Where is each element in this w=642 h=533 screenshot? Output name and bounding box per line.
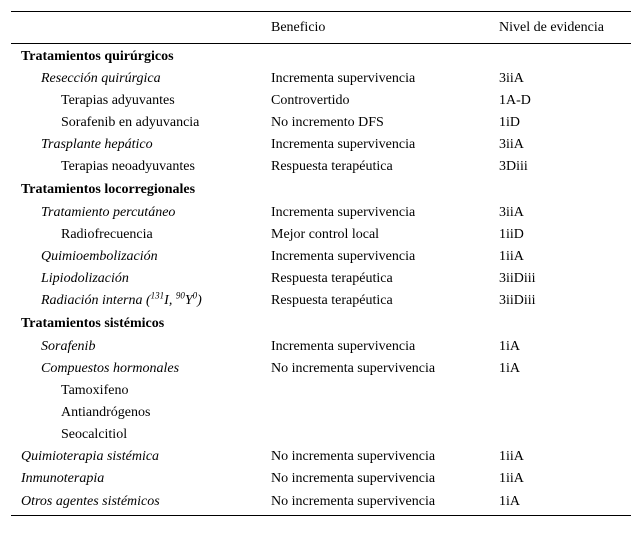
row-label: Seocalcitiol xyxy=(61,426,128,442)
table-header xyxy=(11,12,631,44)
table-row xyxy=(11,380,631,402)
superscript-90: 90 xyxy=(175,289,185,300)
section-title: Tratamientos locorregionales xyxy=(21,181,196,197)
cell-beneficio: Respuesta terapéutica xyxy=(271,158,393,174)
row-label: Antiandrógenos xyxy=(61,404,151,420)
cell-nivel xyxy=(499,424,631,446)
row-label: Tratamiento percutáneo xyxy=(41,204,176,220)
label-part: Radiación interna ( xyxy=(41,292,151,308)
row-label: Trasplante hepático xyxy=(41,136,153,152)
header-beneficio: Beneficio xyxy=(271,12,499,44)
cell-beneficio: Respuesta terapéutica xyxy=(271,292,393,308)
row-label: Tamoxifeno xyxy=(61,382,129,398)
cell-beneficio: No incrementa supervivencia xyxy=(271,448,436,464)
cell-beneficio xyxy=(271,424,499,446)
table-row xyxy=(11,358,631,380)
cell-beneficio xyxy=(271,380,499,402)
table-row xyxy=(11,402,631,424)
cell-beneficio xyxy=(271,312,499,336)
cell-nivel: 3Diii xyxy=(499,158,528,174)
table-row xyxy=(11,336,631,358)
row-label: Sorafenib xyxy=(41,338,96,354)
cell-nivel: 3iiA xyxy=(499,136,524,152)
table-row xyxy=(11,246,631,268)
label-part: I, xyxy=(164,292,176,308)
cell-beneficio: No incremento DFS xyxy=(271,114,384,130)
cell-beneficio xyxy=(271,178,499,202)
cell-nivel: 1iiA xyxy=(499,448,524,464)
cell-beneficio: Mejor control local xyxy=(271,226,380,242)
cell-nivel: 1iA xyxy=(499,338,520,354)
row-label: Otros agentes sistémicos xyxy=(11,490,271,516)
row-label: Resección quirúrgica xyxy=(41,70,161,86)
row-label: Sorafenib en adyuvancia xyxy=(61,114,200,130)
cell-nivel xyxy=(499,312,631,336)
row-label: Lipiodolización xyxy=(41,270,129,286)
row-label: Radiofrecuencia xyxy=(61,226,153,242)
table-row xyxy=(11,156,631,178)
cell-nivel: 3iiDiii xyxy=(499,292,536,308)
table-row xyxy=(11,134,631,156)
table-row xyxy=(11,112,631,134)
table-row xyxy=(11,490,631,516)
cell-nivel: 1A-D xyxy=(499,92,531,108)
cell-beneficio: Incrementa supervivencia xyxy=(271,248,416,264)
cell-beneficio: No incrementa supervivencia xyxy=(271,360,436,376)
cell-beneficio: Respuesta terapéutica xyxy=(271,270,393,286)
cell-nivel: 3iiDiii xyxy=(499,270,536,286)
cell-nivel xyxy=(499,44,631,68)
superscript-0: 0 xyxy=(192,289,198,300)
cell-nivel: 1iiA xyxy=(499,248,524,264)
section-title: Tratamientos quirúrgicos xyxy=(21,48,174,64)
row-label: Inmunoterapia xyxy=(21,470,105,486)
table-row xyxy=(11,90,631,112)
cell-nivel xyxy=(499,380,631,402)
row-label: Terapias adyuvantes xyxy=(61,92,175,108)
table-row xyxy=(11,446,631,468)
header-nivel: Nivel de evidencia xyxy=(499,12,631,44)
row-label-radiation xyxy=(11,290,271,312)
row-label: Quimioembolización xyxy=(41,248,158,264)
cell-nivel: 1iiD xyxy=(499,226,524,242)
cell-nivel: 1iA xyxy=(499,490,631,516)
cell-nivel: 1iD xyxy=(499,114,520,130)
label-part: ) xyxy=(197,292,202,308)
table-row xyxy=(11,268,631,290)
cell-nivel: 1iA xyxy=(499,360,520,376)
section-row-surgical xyxy=(11,44,631,68)
row-label: Quimioterapia sistémica xyxy=(21,448,160,464)
section-row-systemic xyxy=(11,312,631,336)
cell-beneficio: Incrementa supervivencia xyxy=(271,70,416,86)
cell-beneficio: Incrementa supervivencia xyxy=(271,338,416,354)
section-title: Tratamientos sistémicos xyxy=(21,315,165,331)
cell-beneficio xyxy=(271,44,499,68)
superscript-131: 131 xyxy=(150,289,165,300)
cell-nivel: 3iiA xyxy=(499,204,524,220)
table-row xyxy=(11,290,631,312)
table-row xyxy=(11,224,631,246)
cell-beneficio: No incrementa supervivencia xyxy=(271,490,499,516)
table-row xyxy=(11,202,631,224)
cell-beneficio: Controvertido xyxy=(271,92,350,108)
cell-beneficio: No incrementa supervivencia xyxy=(271,470,436,486)
table-body xyxy=(11,44,631,516)
cell-nivel: 3iiA xyxy=(499,70,524,86)
row-label: Terapias neoadyuvantes xyxy=(61,158,195,174)
cell-nivel: 1iiA xyxy=(499,470,524,486)
cell-beneficio: Incrementa supervivencia xyxy=(271,204,416,220)
row-label: Compuestos hormonales xyxy=(41,360,180,376)
table-row xyxy=(11,68,631,90)
section-row-locoregional xyxy=(11,178,631,202)
cell-beneficio xyxy=(271,402,499,424)
cell-beneficio: Incrementa supervivencia xyxy=(271,136,416,152)
cell-nivel xyxy=(499,178,631,202)
label-part: Y xyxy=(184,292,193,308)
table-row xyxy=(11,424,631,446)
header-treatment xyxy=(11,12,271,44)
cell-nivel xyxy=(499,402,631,424)
evidence-table xyxy=(11,11,631,516)
table-row xyxy=(11,468,631,490)
